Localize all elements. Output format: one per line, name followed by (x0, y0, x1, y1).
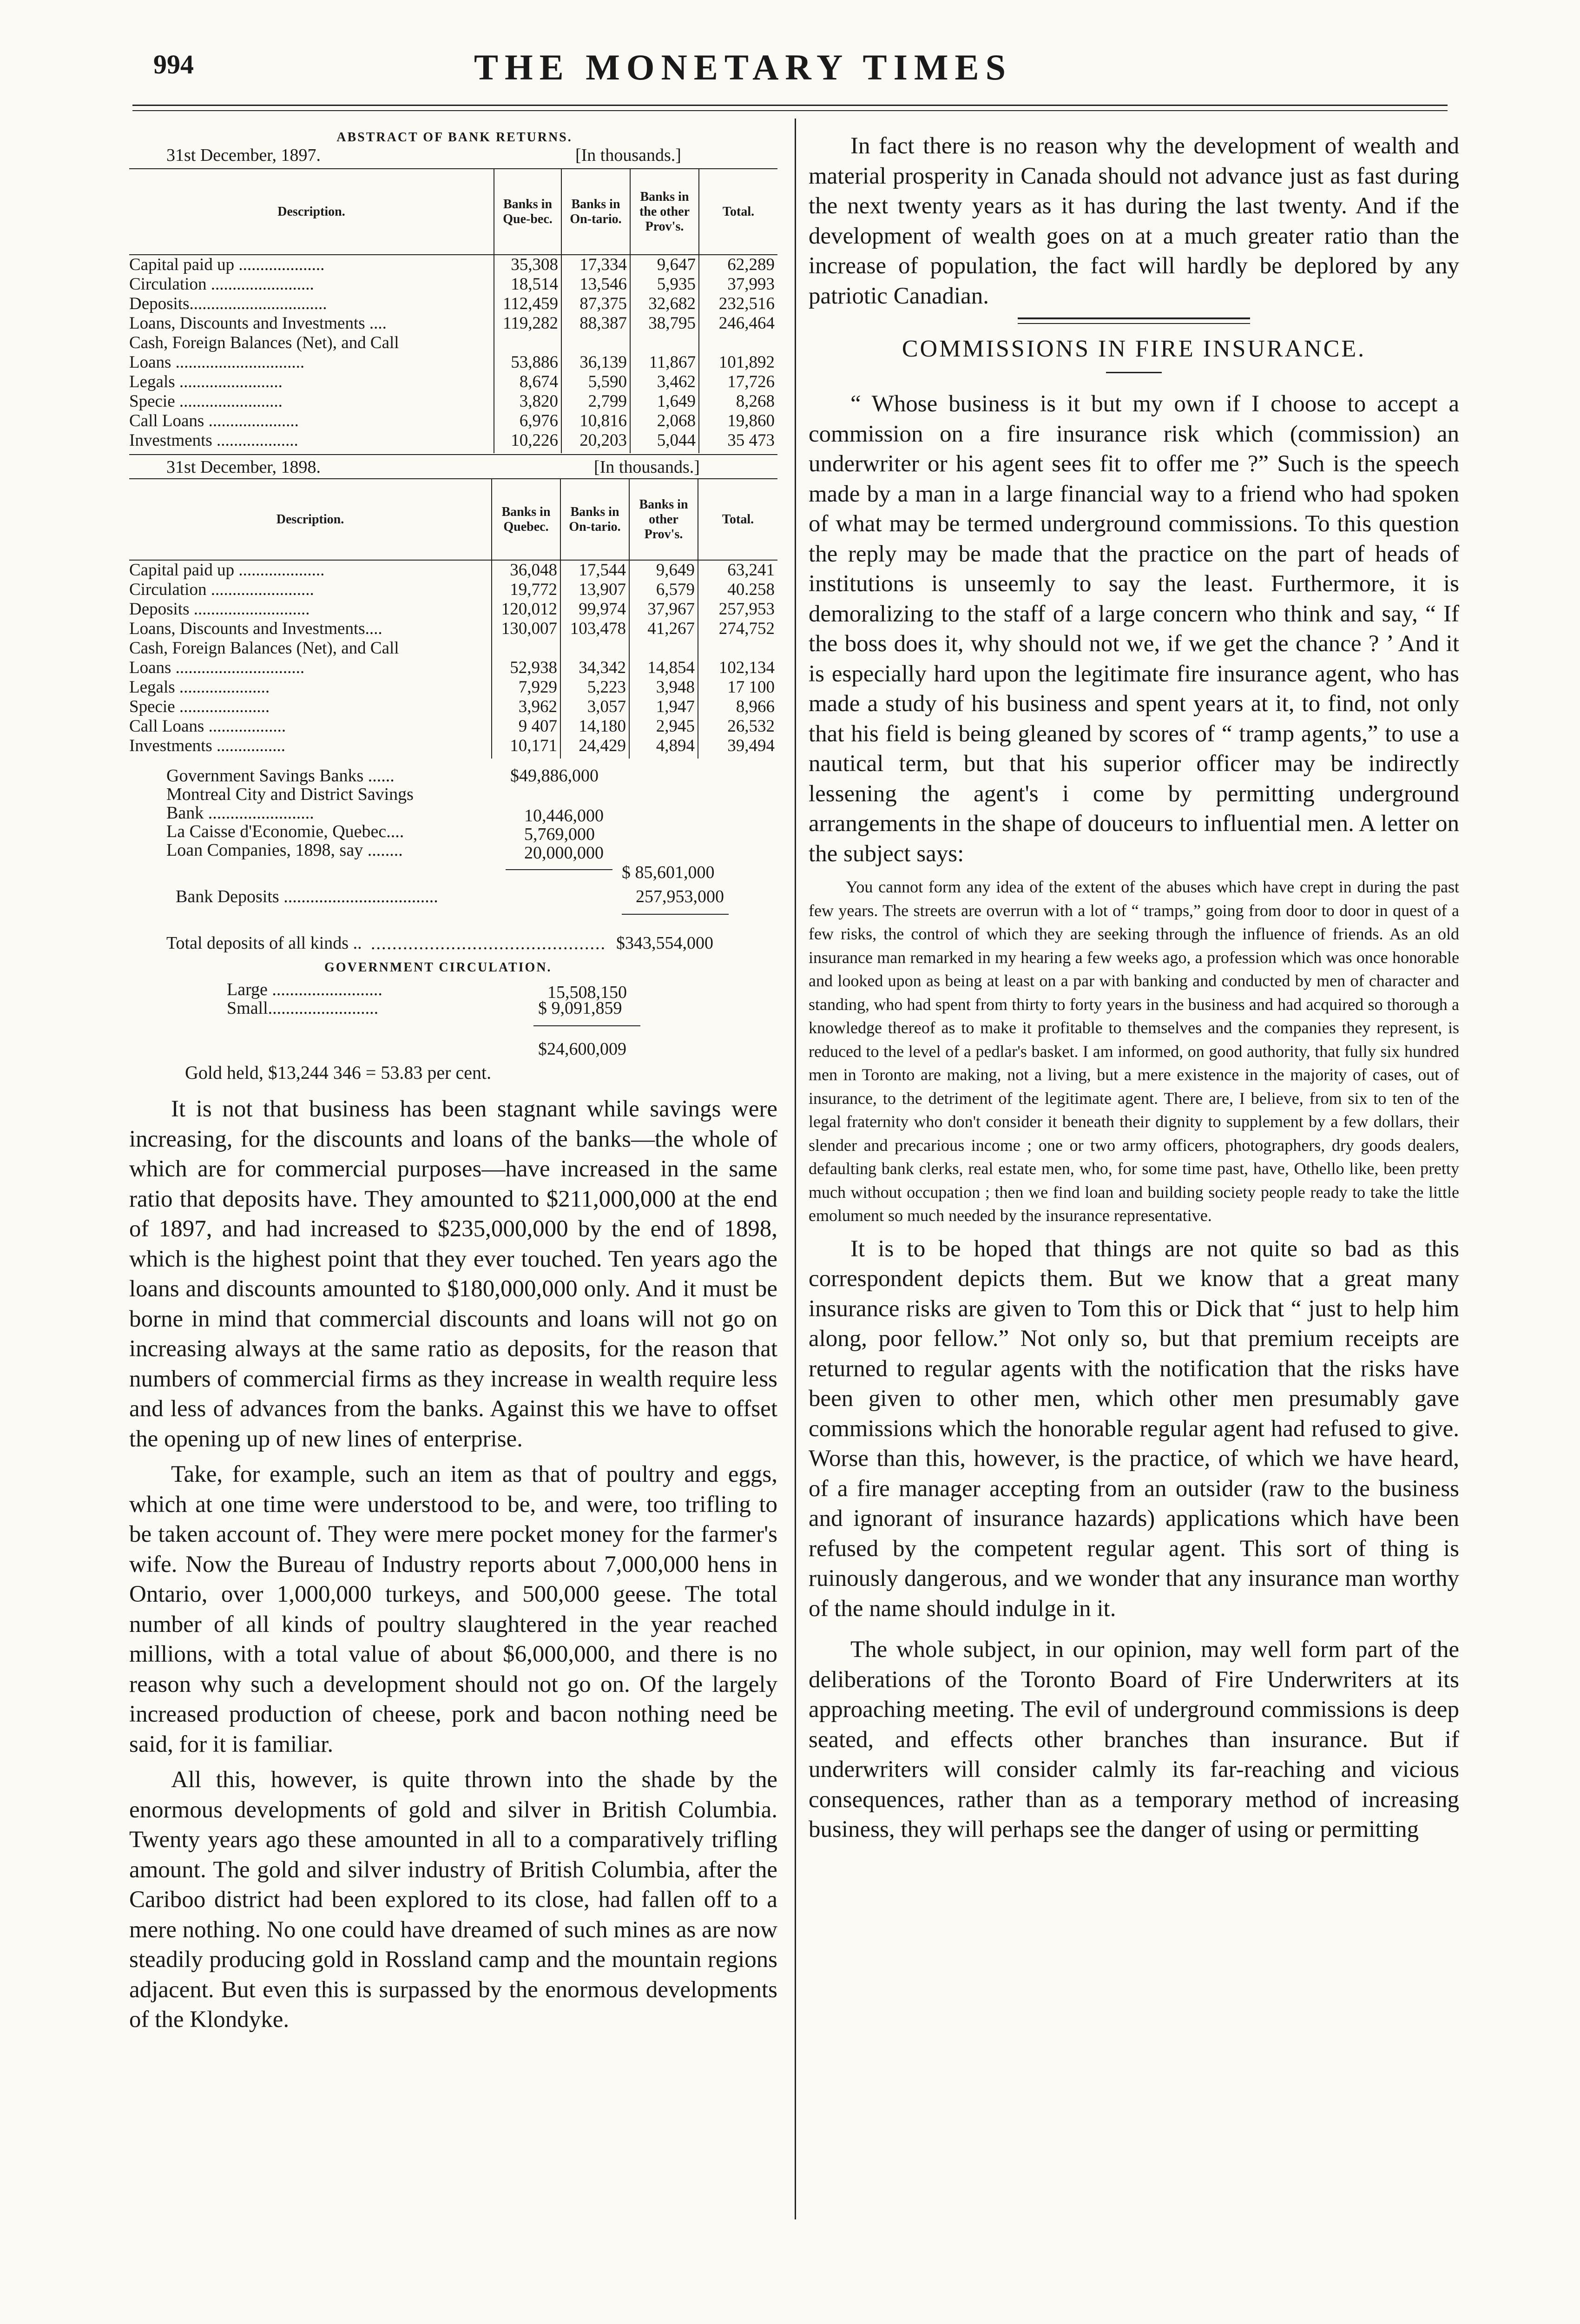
row-value: 87,375 (561, 294, 630, 314)
header-other-provinces: Banks in other Prov's. (629, 479, 698, 560)
table-row (129, 619, 777, 639)
row-label: Capital paid up .................... (129, 561, 325, 580)
row-value: 3,948 (629, 678, 698, 697)
row-value: 41,267 (629, 619, 698, 639)
section-divider (1018, 317, 1250, 324)
row-value: 17,726 (699, 372, 777, 392)
row-value: 99,974 (560, 600, 629, 619)
header-ontario: Banks in On-tario. (561, 169, 630, 255)
row-value: 3,820 (494, 392, 561, 411)
circulation-small-label: Small......................... (227, 998, 379, 1018)
row-label: Loans, Discounts and Investments .... (129, 314, 387, 333)
row-label: Deposits................................ (129, 294, 327, 313)
row-value: 8,268 (699, 392, 777, 411)
row-value: 39,494 (698, 736, 777, 759)
row-value: 274,752 (698, 619, 777, 639)
table-row (129, 255, 777, 275)
row-value: 3,962 (492, 697, 560, 717)
row-value: 17 100 (698, 678, 777, 697)
title-underline (1106, 372, 1162, 373)
header-total: Total. (699, 169, 777, 255)
row-value: 24,429 (560, 736, 629, 759)
table-row (129, 314, 777, 333)
table-row (129, 678, 777, 697)
bank-returns-table-1898 (129, 478, 777, 759)
row-label: Loans .............................. (129, 353, 305, 372)
row-label: Investments ................... (129, 431, 298, 450)
row-value: 35 473 (699, 431, 777, 453)
article-title: COMMISSIONS IN FIRE INSURANCE. (902, 336, 1366, 362)
sum-rule (506, 869, 612, 870)
table-row (129, 697, 777, 717)
row-value: 14,854 (629, 658, 698, 678)
row-label: Specie ........................ (129, 392, 283, 411)
table-row (129, 717, 777, 736)
right-column (809, 131, 1459, 1850)
row-value: 5,935 (630, 275, 699, 294)
table-row (129, 333, 777, 353)
table-row (129, 431, 777, 453)
circulation-small-value: $ 9,091,859 (538, 998, 622, 1018)
table2-dateline (129, 455, 777, 478)
row-value: 19,860 (699, 411, 777, 431)
header-quebec: Banks in Quebec. (492, 479, 560, 560)
row-value: 8,674 (494, 372, 561, 392)
row-value: 36,048 (492, 560, 560, 580)
row-value: 88,387 (561, 314, 630, 333)
savings-total: $ 85,601,000 (622, 863, 715, 882)
row-value: 62,289 (699, 255, 777, 275)
table1-unit: [In thousands.] (575, 145, 681, 165)
savings-value-3: 5,769,000 (524, 825, 595, 844)
row-value: 9 407 (492, 717, 560, 736)
row-value: 36,139 (561, 353, 630, 372)
table-row (129, 580, 777, 600)
row-value: 120,012 (492, 600, 560, 619)
row-value: 20,203 (561, 431, 630, 453)
table2-date: 31st December, 1898. (166, 457, 321, 477)
government-circulation-caption: GOVERNMENT CIRCULATION. (324, 960, 552, 975)
row-value: 19,772 (492, 580, 560, 600)
row-value: 17,334 (561, 255, 630, 275)
row-value (492, 639, 560, 658)
row-value (699, 333, 777, 353)
row-value: 26,532 (698, 717, 777, 736)
row-value: 8,966 (698, 697, 777, 717)
left-article-body (129, 1094, 777, 2035)
row-value: 10,226 (494, 431, 561, 453)
row-label: Cash, Foreign Balances (Net), and Call (129, 333, 399, 352)
row-label: Call Loans ..................... (129, 411, 299, 430)
article-paragraph-3: The whole subject, in our opinion, may well form part of the deliberations of the Toronto Board of Fire Underwriters at its approaching meeting. The evil of underground commissions is deep seated, and effects other branches than insurance. But if underwriters will consider calmly its far-reaching and vicious consequences, rather than as a temporary method of increasing business, they will perhaps see the danger of using or permitting (809, 1637, 1459, 1842)
row-value: 34,342 (560, 658, 629, 678)
savings-label-4: Loan Companies, 1898, say ........ (166, 840, 403, 860)
row-value: 1,649 (630, 392, 699, 411)
row-value: 10,171 (492, 736, 560, 759)
row-value: 63,241 (698, 560, 777, 580)
row-value: 1,947 (629, 697, 698, 717)
row-label: Circulation ........................ (129, 580, 314, 599)
circulation-large-label: Large ......................... (227, 980, 382, 999)
row-value: 2,799 (561, 392, 630, 411)
header-description: Description. (276, 512, 344, 527)
table-row (129, 392, 777, 411)
table-row (129, 294, 777, 314)
row-value: 52,938 (492, 658, 560, 678)
row-value: 6,976 (494, 411, 561, 431)
table1-dateline (129, 145, 777, 168)
row-value: 38,795 (630, 314, 699, 333)
article-paragraph-2: It is to be hoped that things are not quite so bad as this correspondent depicts them. But we know that a great many insurance risks are given to Tom this or Dick that “ just to help him along, poor fellow.” Not only so, but that premium receipts are returned to regular agents with the notification that the risks have been given to other men, which other men presumably gave commissions which the honorable regular agent had refused to give. Worse than this, however, is the practice, of which we have heard, of a fire manager accepting from an outsider (raw to the business and ignorant of insurance hazards) applications which have been refused by the competent regular agent. This sort of thing is ruinously dangerous, and we wonder that any insurance man worthy of the name should indulge in it. (809, 1235, 1459, 1622)
quoted-letter: You cannot form any idea of the extent of the abuses which have crept in during the past few years. The streets are overrun with a lot of “ tramps,” going from door to door in quest of a few risks, the control of which they are seeking through the influence of friends. As an old insurance man remarked in my hearing a few weeks ago, a profession which was once honorable and looked upon as being at least on a par with banking and conducted by men of character and standing, who had spent from thirty to forty years in the business and had acquired so thorough a knowledge thereof as to make it profitable to themselves and the companies they represent, is reduced to the level of a pedlar's basket. I am informed, on good authority, that fully six hundred men in Toronto are making, not a living, but a mere existence in the majority of cases, out of insurance, to the detriment of the legitimate agent. There are, I believe, from six to ten of the legal fraternity who don't consider it beneath their dignity to supplement by a few dollars, their slender and precarious income ; one or two army officers, photographers, dry goods dealers, defaulting bank clerks, real estate men, who, for some time past, have, Othello like, been pretty much without occupation ; then we find loan and building society people ready to take the little emolument so much needed by the insurance representative. (809, 878, 1459, 1225)
header-other-provinces: Banks in the other Prov's. (630, 169, 699, 255)
row-label: Loans .............................. (129, 658, 305, 677)
row-label: Cash, Foreign Balances (Net), and Call (129, 639, 399, 658)
page-number: 994 (153, 49, 194, 79)
row-value: 119,282 (494, 314, 561, 333)
row-value (494, 333, 561, 353)
savings-label-0: Government Savings Banks ...... (166, 766, 395, 786)
table-row (129, 372, 777, 392)
row-value: 10,816 (561, 411, 630, 431)
header-rule-bottom (132, 110, 1448, 111)
row-value: 32,682 (630, 294, 699, 314)
table2-unit: [In thousands.] (594, 457, 700, 477)
row-value: 5,223 (560, 678, 629, 697)
row-value (630, 333, 699, 353)
row-value: 14,180 (560, 717, 629, 736)
savings-value-2: 10,446,000 (524, 806, 604, 825)
table-caption: ABSTRACT OF BANK RETURNS. (336, 130, 573, 145)
row-value: 53,886 (494, 353, 561, 372)
row-value: 4,894 (629, 736, 698, 759)
header-total: Total. (698, 479, 777, 560)
row-value (560, 639, 629, 658)
circulation-total: $24,600,009 (538, 1039, 626, 1059)
table-row (129, 275, 777, 294)
table-row (129, 560, 777, 580)
table1-date: 31st December, 1897. (166, 145, 321, 165)
row-value: 5,044 (630, 431, 699, 453)
left-paragraph-3: All this, however, is quite thrown into the shade by the enormous developments of gold and silver in British Columbia. Twenty years ago these amounted in all to a comparatively trifling amount. The gold and silver industry of British Columbia, after the Cariboo district had been explored to its close, had fallen off to a mere nothing. No one could have dreamed of such mines as are now steadily producing gold in Rossland camp and the mountain regions adjacent. But even this is surpassed by the enormous developments of the Klondyke. (129, 1767, 777, 2033)
row-value: 103,478 (560, 619, 629, 639)
left-paragraph-2: Take, for example, such an item as that of poultry and eggs, which at one time were understood to be, and were, too trifling to be taken account of. They were mere pocket money for the farmer's wife. Now the Bureau of Industry reports about 7,000,000 hens in Ontario, over 1,000,000 turkeys, and 500,000 geese. The total number of all kinds of poultry slaughtered in the year reached millions, with a total value of about $6,000,000, and there is no reason why such a development should not go on. Of the largely increased production of cheese, pork and bacon nothing need be said, for it is familiar. (129, 1461, 777, 1757)
row-value: 6,579 (629, 580, 698, 600)
table-row (129, 600, 777, 619)
row-value: 9,647 (630, 255, 699, 275)
row-value: 37,993 (699, 275, 777, 294)
row-value: 7,929 (492, 678, 560, 697)
row-value: 40.258 (698, 580, 777, 600)
left-paragraph-1: It is not that business has been stagnant while savings were increasing, for the discounts and loans of the banks—the whole of which are for commercial purposes—have increased in the same ratio that deposits have. They amounted to $211,000,000 at the end of 1897, and had increased to $235,000,000 by the end of 1898, which is the highest point that they ever touched. Ten years ago the loans and discounts amounted to $180,000,000 only. And it must be borne in mind that commercial discounts and loans will not go on increasing always at the same ratio as deposits, for the reason that numbers of commercial firms as they increase in wealth require less and less of advances from the banks. Against this we have to offset the opening up of new lines of enterprise. (129, 1096, 777, 1452)
right-intro-paragraph: In fact there is no reason why the development of wealth and material prosperity in Canada should not advance just as fast during the next twenty years as it has during the last twenty. And if the development of wealth goes on at a much greater ratio than the increase of population, the fact will hardly be deplored by any patriotic Canadian. (809, 133, 1459, 309)
row-value: 13,546 (561, 275, 630, 294)
savings-label-1: Montreal City and District Savings (166, 785, 414, 804)
article-paragraph-1: “ Whose business is it but my own if I choose to accept a commission on a fire insurance risk which (commission) an underwriter or his agent sees fit to offer me ?” Such is the speech made by a man in a large financial way to a friend who had spoken of what may be termed underground commissions. To this question the reply may be made that the practice on the part of heads of institutions is unseemly to say the least. Furthermore, it is demoralizing to the staff of a large concern who think and say, “ If the boss does it, why should not we, if we get the chance ? ’ And it is especially hard upon the legitimate fire insurance agent, who has made a study of his business and spent years at it, to find, not only that his field is being gleaned by scores of “ tramp agents,” to use a nautical term, but that his superior officer may be indirectly lessening the agent's i come by permitting underground arrangements in the shape of douceurs to influential men. A letter on the subject says: (809, 391, 1459, 867)
bank-deposits-value: 257,953,000 (636, 887, 724, 906)
row-label: Specie ..................... (129, 697, 270, 716)
header-description: Description. (277, 204, 345, 219)
total-deposits-value: $343,554,000 (616, 933, 713, 953)
row-label: Capital paid up .................... (129, 255, 325, 274)
column-divider (795, 119, 796, 2219)
row-value: 11,867 (630, 353, 699, 372)
total-deposits-label: Total deposits of all kinds .. (166, 933, 362, 953)
total-deposits-leader: ............................................ (371, 934, 606, 953)
row-label: Call Loans .................. (129, 717, 286, 736)
row-value: 2,945 (629, 717, 698, 736)
row-label: Loans, Discounts and Investments.... (129, 619, 382, 638)
row-value: 35,308 (494, 255, 561, 275)
row-value: 2,068 (630, 411, 699, 431)
row-value: 232,516 (699, 294, 777, 314)
table-row (129, 353, 777, 372)
row-value: 3,462 (630, 372, 699, 392)
masthead-title: THE MONETARY TIMES (474, 47, 1012, 87)
savings-label-3: La Caisse d'Economie, Quebec.... (166, 822, 404, 841)
row-value (629, 639, 698, 658)
row-value: 3,057 (560, 697, 629, 717)
row-value: 257,953 (698, 600, 777, 619)
row-value (561, 333, 630, 353)
row-label: Deposits ........................... (129, 600, 310, 619)
row-value: 112,459 (494, 294, 561, 314)
table-row (129, 658, 777, 678)
row-value: 18,514 (494, 275, 561, 294)
table-row (129, 411, 777, 431)
savings-summary (129, 766, 777, 1008)
total-rule (622, 914, 729, 915)
circulation-block (129, 998, 777, 1091)
savings-label-2: Bank ........................ (166, 803, 314, 823)
table-row (129, 736, 777, 759)
header-rule-top (132, 105, 1448, 106)
row-value: 13,907 (560, 580, 629, 600)
circulation-large-value: 15,508,150 (547, 983, 627, 1002)
row-value: 17,544 (560, 560, 629, 580)
header-quebec: Banks in Que-bec. (494, 169, 561, 255)
table-row (129, 639, 777, 658)
savings-value-4: 20,000,000 (524, 843, 604, 863)
bank-deposits-label: Bank Deposits ................................... (176, 887, 438, 906)
circulation-rule (533, 1025, 640, 1026)
row-label: Circulation ........................ (129, 275, 314, 294)
bank-returns-table-1897 (129, 168, 777, 453)
row-value: 9,649 (629, 560, 698, 580)
row-value (698, 639, 777, 658)
row-value: 130,007 (492, 619, 560, 639)
savings-value-0: $49,886,000 (510, 766, 599, 786)
row-value: 37,967 (629, 600, 698, 619)
left-column (129, 130, 777, 2040)
header-ontario: Banks in On-tario. (560, 479, 629, 560)
row-label: Legals ........................ (129, 372, 283, 391)
row-value: 5,590 (561, 372, 630, 392)
gold-held-note: Gold held, $13,244 346 = 53.83 per cent. (185, 1062, 492, 1083)
row-value: 246,464 (699, 314, 777, 333)
row-label: Legals ..................... (129, 678, 270, 697)
row-value: 102,134 (698, 658, 777, 678)
row-label: Investments ................ (129, 736, 286, 755)
row-value: 101,892 (699, 353, 777, 372)
